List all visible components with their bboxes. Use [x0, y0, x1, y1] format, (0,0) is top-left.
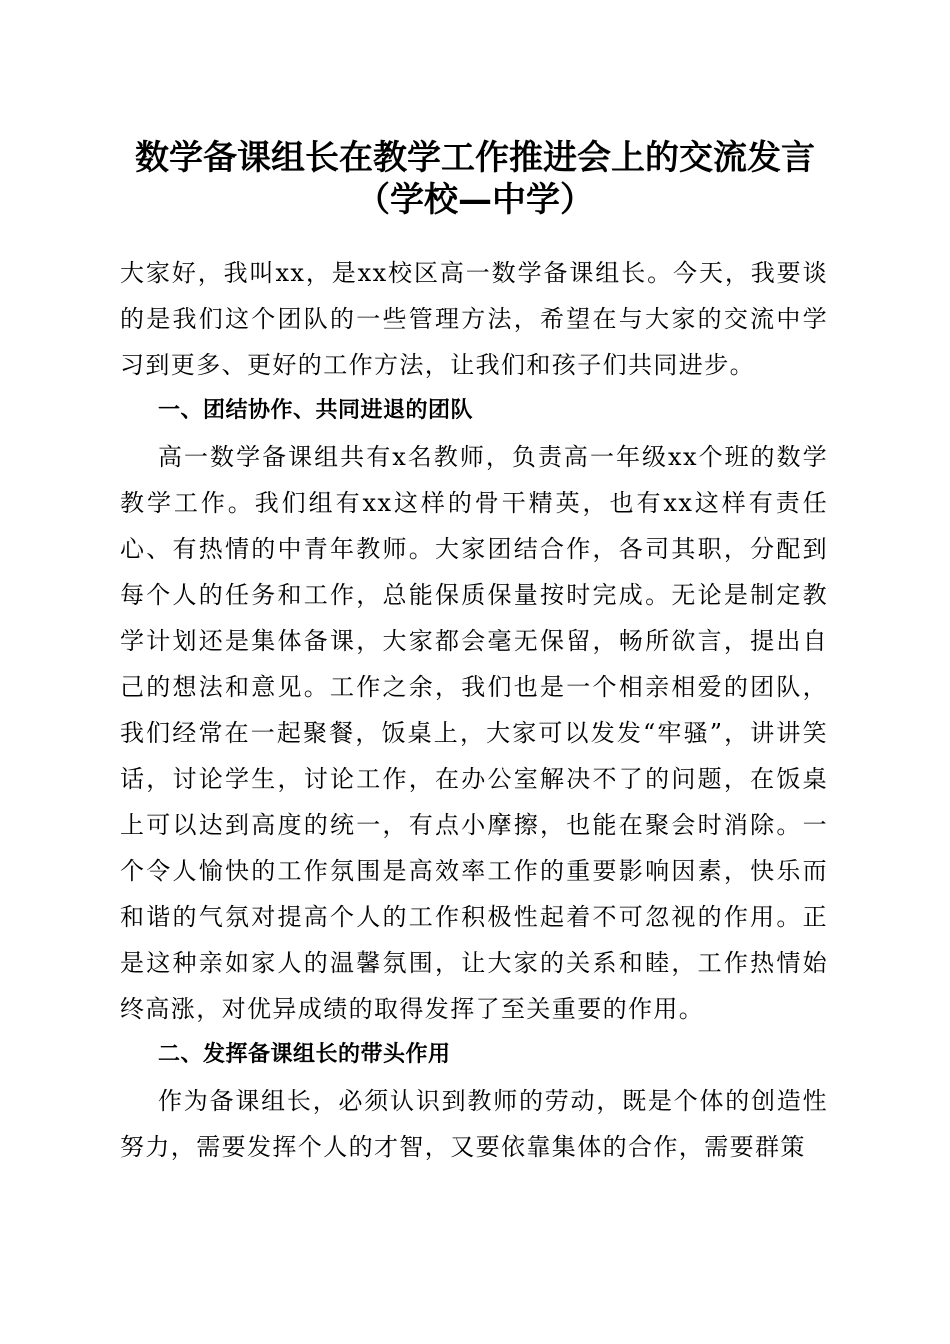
document-title	[0, 137, 950, 221]
document-body	[120, 250, 828, 1170]
section-paragraph-2: 作为备课组长，必须认识到教师的劳动，既是个体的创造性努力，需要发挥个人的才智，又要依靠集体的合作，需要群策	[120, 1087, 828, 1161]
section-paragraph-1: 高一数学备课组共有x名教师，负责高一年级xx个班的数学教学工作。我们组有xx这样的骨干精英，也有xx这样有责任心、有热情的中青年教师。大家团结合作，各司其职，分配到每个人的任务和工作，总能保质保量按时完成。无论是制定教学计划还是集体备课，大家都会毫无保留，畅所欲言，提出自己的想法和意见。工作之余，我们也是一个相亲相爱的团队，我们经常在一起聚餐，饭桌上，大家可以发发“牢骚”，讲讲笑话，讨论学生，讨论工作，在办公室解决不了的问题，在饭桌上可以达到高度的统一，有点小摩擦，也能在聚会时消除。一个令人愉快的工作氛围是高效率工作的重要影响因素，快乐而和谐的气氛对提高个人的工作积极性起着不可忽视的作用。正是这种亲如家人的温馨氛围，让大家的关系和睦，工作热情始终高涨，对优异成绩的取得发挥了至关重要的作用。	[120, 443, 828, 1023]
title-subtitle: （学校—中学）	[356, 180, 594, 220]
title-main: 数学备课组长在教学工作推进会上的交流发言	[135, 138, 815, 178]
section-heading-1: 一、团结协作、共同进退的团队	[158, 398, 474, 423]
intro-paragraph: 大家好，我叫xx，是xx校区高一数学备课组长。今天，我要谈的是我们这个团队的一些管理方法，希望在与大家的交流中学习到更多、更好的工作方法，让我们和孩子们共同进步。	[120, 259, 828, 379]
section-heading-2: 二、发挥备课组长的带头作用	[158, 1042, 451, 1067]
